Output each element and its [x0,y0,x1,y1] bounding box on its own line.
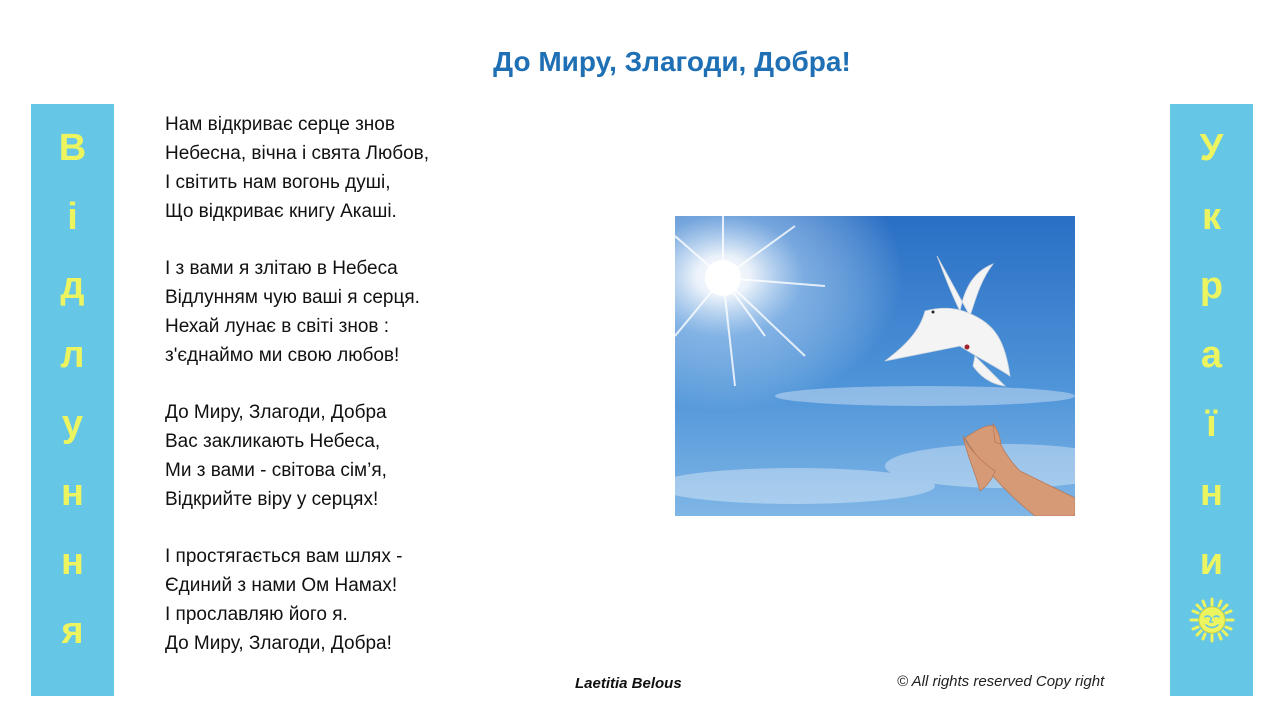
poem-line: І світить нам вогонь душі, [165,172,391,193]
poem-line: Що відкриває книгу Акаші. [165,201,397,222]
poem-line: До Миру, Злагоди, Добра [165,402,387,423]
poem-stanza [165,110,429,226]
poem-line: Єдиний з нами Ом Намах! [165,575,398,596]
dove-and-sun-photo [675,216,1075,516]
poem-line: І прославляю його я. [165,604,348,625]
poem-line: Вас закликають Небеса, [165,431,381,452]
banner-letter: н [61,472,84,514]
banner-letter: а [1200,334,1223,376]
poem-line: Відлунням чую ваші я серця. [165,287,420,308]
page-title: До Миру, Злагоди, Добра! [493,46,851,77]
poem-line: І з вами я злітаю в Небеса [165,258,398,279]
poem-stanza [165,254,429,370]
banner-letter: ї [1206,403,1217,445]
banner-letter: В [58,127,87,169]
poem-line: Ми з вами - світова сім’я, [165,460,387,481]
banner-letter: и [1199,541,1224,583]
banner-letter: у [61,403,84,445]
banner-letter: д [60,265,85,307]
poem-line: І простягається вам шлях - [165,546,403,567]
poem-line: Нам відкриває серце знов [165,114,395,135]
banner-letter: к [1201,196,1221,238]
left-banner-letters [59,114,86,666]
banner-letter: і [67,196,78,238]
poem-line: Відкрийте віру у серцях! [165,489,379,510]
banner-letter: р [1199,265,1224,307]
banner-letter: н [1200,472,1223,514]
poem-stanza [165,542,429,658]
poem-line: Небесна, вічна і свята Любов, [165,143,430,164]
poem-line: Нехай лунає в світі знов : [165,316,390,337]
poem-stanza [165,398,429,514]
left-banner [31,104,114,696]
right-banner [1170,104,1253,696]
right-banner-letters [1200,114,1224,597]
poem-line: До Миру, Злагоди, Добра! [165,633,392,654]
banner-letter: я [61,610,84,652]
banner-letter: л [60,334,85,376]
author-name: Laetitia Belous [575,675,682,692]
banner-letter: У [1199,127,1224,169]
poem [165,110,429,686]
banner-letter: н [61,541,84,583]
sun-face-icon [1189,597,1235,643]
copyright-notice: © All rights reserved Copy right [897,673,1105,690]
poem-line: з'єднаймо ми свою любов! [165,345,400,366]
